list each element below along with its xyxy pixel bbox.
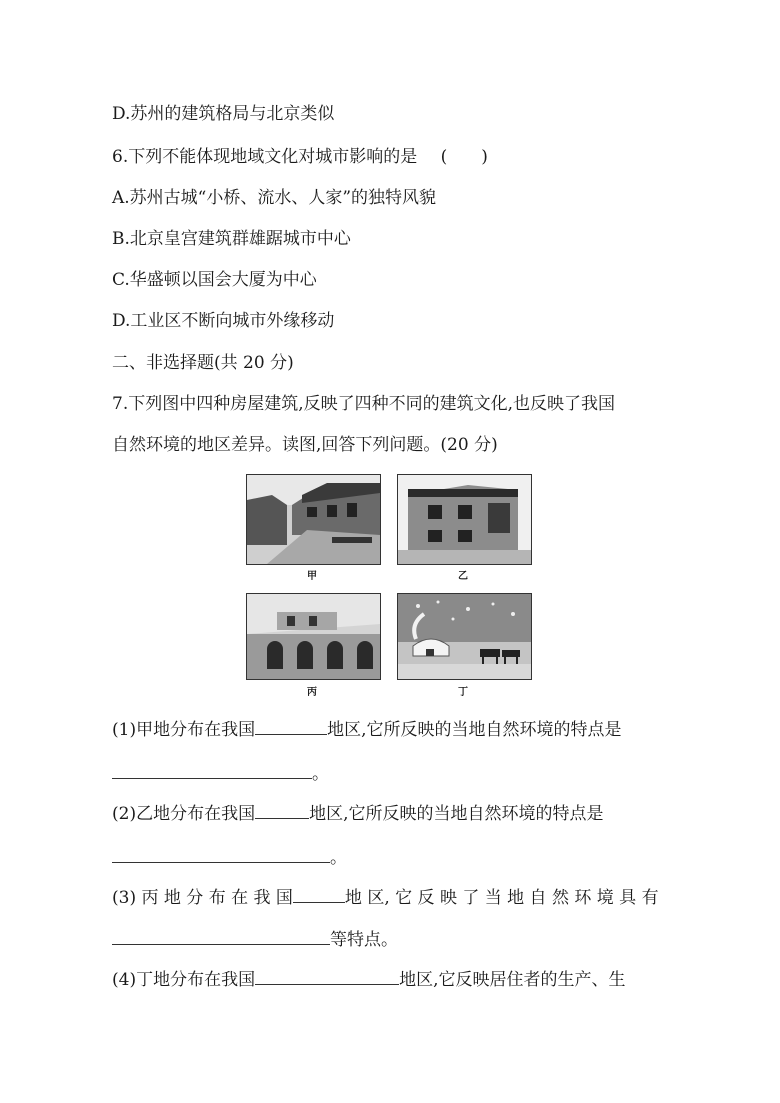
subquestion-4 <box>112 968 626 991</box>
subquestion-2-continued <box>112 846 347 869</box>
answer-blank[interactable] <box>255 802 309 819</box>
option-6a: A.苏州古城“小桥、流水、人家”的独特风貌 <box>112 188 437 208</box>
subquestion-2-end: 。 <box>330 848 347 868</box>
subquestion-1-part-b: 地区,它所反映的当地自然环境的特点是 <box>327 720 622 740</box>
photo-jia <box>246 474 381 565</box>
caption-bing: 丙 <box>307 687 317 698</box>
option-6d: D.工业区不断向城市外缘移动 <box>112 311 335 331</box>
answer-blank[interactable] <box>255 718 327 735</box>
subquestion-2-part-a: (2)乙地分布在我国 <box>112 804 256 824</box>
subquestion-1 <box>112 718 622 741</box>
photo-yi <box>397 474 532 565</box>
subquestion-3-part-a: (3) 丙 地 分 布 在 我 国 <box>112 888 293 908</box>
subquestion-1-part-a: (1)甲地分布在我国 <box>112 720 256 740</box>
answer-blank[interactable] <box>112 762 312 779</box>
subquestion-2-part-b: 地区,它所反映的当地自然环境的特点是 <box>309 804 604 824</box>
subquestion-4-part-a: (4)丁地分布在我国 <box>112 970 256 990</box>
question-6-text: 6.下列不能体现地域文化对城市影响的是 <box>112 147 418 167</box>
answer-blank[interactable] <box>112 928 330 945</box>
subquestion-3-end: 等特点。 <box>330 930 398 950</box>
subquestion-3 <box>112 886 659 909</box>
option-5d: D.苏州的建筑格局与北京类似 <box>112 104 335 124</box>
question-7-line-2: 自然环境的地区差异。读图,回答下列问题。(20 分) <box>112 435 498 455</box>
answer-blank[interactable] <box>112 846 330 863</box>
question-6 <box>112 146 488 168</box>
answer-paren: ( ) <box>440 147 488 167</box>
section-heading: 二、非选择题(共 20 分) <box>112 353 294 373</box>
option-6c: C.华盛顿以国会大厦为中心 <box>112 270 317 290</box>
subquestion-1-end: 。 <box>312 764 329 784</box>
option-6b: B.北京皇宫建筑群雄踞城市中心 <box>112 229 351 249</box>
subquestion-3-part-b: 地 区, 它 反 映 了 当 地 自 然 环 境 具 有 <box>344 888 659 908</box>
subquestion-3-continued <box>112 928 398 951</box>
caption-yi: 乙 <box>458 571 468 582</box>
answer-blank[interactable] <box>255 968 399 985</box>
subquestion-4-part-b: 地区,它反映居住者的生产、生 <box>399 970 626 990</box>
caption-ding: 丁 <box>458 687 468 698</box>
subquestion-1-continued <box>112 762 329 785</box>
photo-bing <box>246 593 381 680</box>
photo-ding <box>397 593 532 680</box>
subquestion-2 <box>112 802 604 825</box>
question-7-line-1: 7.下列图中四种房屋建筑,反映了四种不同的建筑文化,也反映了我国 <box>112 394 616 414</box>
answer-blank[interactable] <box>293 886 345 903</box>
caption-jia: 甲 <box>307 571 317 582</box>
